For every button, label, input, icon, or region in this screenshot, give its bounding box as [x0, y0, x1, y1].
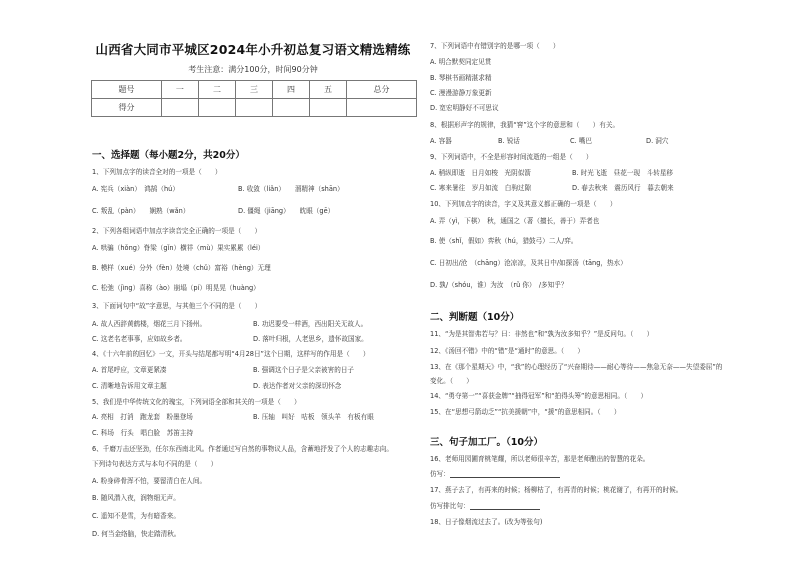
section-heading-1: 一、选择题（每小题2分，共20分） — [92, 150, 245, 161]
option-2a: A. 哄骗（hǒng）脊梁（gǐn）横祥（mù）果实累累（léi） — [92, 244, 265, 252]
score-cell: 得分 — [92, 99, 162, 117]
option-3c: C. 这老名老事事，应如故乡者。 — [92, 335, 187, 343]
option-9d: D. 春去秋来 震历风行 暮去朝来 — [572, 184, 674, 192]
question-5: 5、我们是中华传统文化的瑰宝，下列词语全部和其关的一项是（ ） — [92, 398, 301, 406]
question-15: 15、在“思想弓箭动乏”“抗美援朝”中，“援”的意思相同。（ ） — [430, 408, 621, 416]
option-4d: D. 表达作者对父亲的深切怀念 — [253, 382, 342, 390]
score-cell: 四 — [272, 81, 309, 99]
answer-label-17: 仿写排比句： — [430, 502, 470, 510]
question-13: 13、在《那个星期天》中，“我”的心理经历了“兴奋期待——耐心等待——焦急无奈——失望委屈”的 — [430, 363, 723, 371]
section-heading-3: 三、句子加工厂。（10分） — [430, 437, 543, 448]
score-cell: 二 — [198, 81, 235, 99]
option-10a: A. 弄（yì，下棋） 秋，通国之（著（擅长，善于）弄者也 — [430, 217, 600, 225]
section-heading-2: 二、判断题（10分） — [430, 312, 520, 323]
score-cell: 一 — [161, 81, 198, 99]
paper-title: 山西省大同市平城区2024年小升初总复习语文精选精练 — [95, 42, 411, 57]
option-10d: D. 孰/（shóu，谁）为汝 （rǔ 你） /多知乎？ — [430, 281, 568, 289]
option-7b: B. 琴棋书画精湛求精 — [430, 74, 492, 82]
option-6a: A. 粉身碎骨浑不怕，要留清白在人间。 — [92, 477, 207, 485]
answer-line-16[interactable] — [430, 470, 560, 478]
question-3: 3、下面词句中“故”字意思，与其他三个不同的是（ ） — [92, 302, 262, 310]
option-5a: A. 亮相 打消 跑龙套 粉墨登场 — [92, 413, 193, 421]
option-8a: A. 容器 — [430, 137, 452, 145]
score-cell: 题号 — [92, 81, 162, 99]
question-2: 2、下列各组词语中加点字读音完全正确的一项是（ ） — [92, 227, 262, 235]
answer-label-16: 仿写： — [430, 470, 450, 478]
option-8b: B. 锐话 — [498, 137, 520, 145]
option-2c: C. 松弛（jìng）喜称（ào）崩塌（pí）明晃晃（huàng） — [92, 284, 260, 292]
option-1a: A. 宪兵（xiàn） 鸿鹄（hú） — [92, 185, 179, 193]
question-17: 17、燕子去了，有再来的时候；杨柳枯了，有再青的时候；桃花谢了，有再开的时候。 — [430, 486, 683, 494]
option-9a: A. 稍纵即逝 日月如梭 光阴似箭 — [430, 169, 531, 177]
question-13-cont: 变化。（ ） — [430, 377, 473, 385]
score-input-cell[interactable] — [309, 99, 346, 117]
question-18: 18、日子像烟流过去了。(改为等张句) — [430, 518, 543, 526]
score-table — [91, 80, 417, 117]
option-6b: B. 随风潜入夜，润物细无声。 — [92, 494, 180, 502]
score-input-cell[interactable] — [161, 99, 198, 117]
question-6-sub: 下列诗句表达方式与本句不同的是（ ） — [92, 460, 218, 468]
option-3b: B. 功迟要受一样酒，西出阳关无故人。 — [253, 320, 368, 328]
option-7c: C. 漫漫游静万象更新 — [430, 89, 492, 97]
option-5c: C. 科场 行头 唱白脸 苏笛主持 — [92, 429, 194, 437]
answer-blank-16[interactable] — [450, 471, 560, 478]
option-1b: B. 收敛（liǎn） 溜精神（shān） — [238, 185, 344, 193]
exam-notice: 考生注意：满分100分，时间90分钟 — [188, 65, 318, 74]
question-9: 9、下列词语中，不全是形容时间流逝的一组是（ ） — [430, 153, 593, 161]
score-input-cell[interactable] — [235, 99, 272, 117]
option-7a: A. 明合默契同定见贯 — [430, 58, 492, 66]
option-5b: B. 压轴 叫好 咕板 领头羊 有板有眼 — [253, 413, 374, 421]
question-16: 16、老师用园圃育桃笔耀，所以老师很辛苦，那是老师酿出的智慧的花朵。 — [430, 455, 650, 463]
score-cell: 三 — [235, 81, 272, 99]
option-9b: B. 时光飞逝 昼花一现 斗转星移 — [572, 169, 674, 177]
question-11: 11、“为是其智弗若与？曰：非然也”和“孰为汝多知乎？”是反问句。（ ） — [430, 330, 654, 338]
option-4c: C. 清晰地告诉用文章主题 — [92, 382, 167, 390]
score-input-cell[interactable] — [198, 99, 235, 117]
option-10c: C. 日初出/沧 （chāng）沧凉凉，及其日中/如探汤（tāng，热水） — [430, 259, 627, 267]
option-10b: B. 使（shǐ，假如）弈秋（hú，猎鼓弓）二人/弈。 — [430, 237, 578, 245]
score-cell: 总分 — [347, 81, 417, 99]
score-table-header-row — [92, 81, 417, 99]
option-8c: C. 嘴巴 — [570, 137, 592, 145]
question-4: 4、《十六年前的回忆》一文，开头与结尾都写明“4月28日”这个日期，这样写的作用是（ ） — [92, 350, 370, 358]
question-6: 6、千磨万击还坚劲，任尔东西南北风。作者通过写自然的事物议人品，含蓄地抒发了个人的志趣志向。 — [92, 445, 393, 453]
score-input-cell[interactable] — [272, 99, 309, 117]
score-cell: 五 — [309, 81, 346, 99]
question-1: 1、下列加点字的读音全对的一项是（ ） — [92, 168, 222, 176]
question-14: 14、“勇夺第一”“喜获金牌”“抽得冠军”和“拍得头筹”的意思相同。（ ） — [430, 392, 648, 400]
option-4b: B. 强调这个日子是父亲被害的日子 — [253, 366, 355, 374]
option-6d: D. 何当金络脑，快走踏清秋。 — [92, 530, 181, 538]
option-8d: D. 洞穴 — [646, 137, 669, 145]
question-7: 7、下列词语中有错别字的是哪一项（ ） — [430, 42, 560, 50]
score-input-cell[interactable] — [347, 99, 417, 117]
option-7d: D. 宽宏明静好不可思议 — [430, 104, 499, 112]
answer-blank-17[interactable] — [470, 503, 540, 510]
question-12: 12、《汤回不错》中的“错”是“通时”的意思。（ ） — [430, 347, 584, 355]
option-9c: C. 寒来暑往 岁月如流 白驹过隙 — [430, 184, 532, 192]
question-10: 10、下列加点字的读音，字义及其意义都正确的一项是（ ） — [430, 200, 617, 208]
option-3d: D. 落叶归根，人老思乡，遗怀故国家。 — [253, 335, 368, 343]
option-4a: A. 首尾呼应，文章更紧凑 — [92, 366, 167, 374]
option-6c: C. 遥知不是雪，为有暗香来。 — [92, 512, 180, 520]
option-2b: B. 模样（xué）分外（fèn）处境（chǔ）富裕（hèng）无理 — [92, 264, 271, 272]
answer-line-17[interactable] — [430, 502, 540, 510]
score-table-score-row — [92, 99, 417, 117]
option-3a: A. 故人西辞黄鹤楼，烟花三月下扬州。 — [92, 320, 207, 328]
option-1c: C. 叛乱（pàn） 娴熟（wǎn） — [92, 207, 190, 215]
option-1d: D. 僵绳（jiāng） 眈眼（gē） — [238, 207, 335, 215]
question-8: 8、根据形声字的规律，我猜“窖”这个字的意思和（ ）有关。 — [430, 121, 620, 129]
